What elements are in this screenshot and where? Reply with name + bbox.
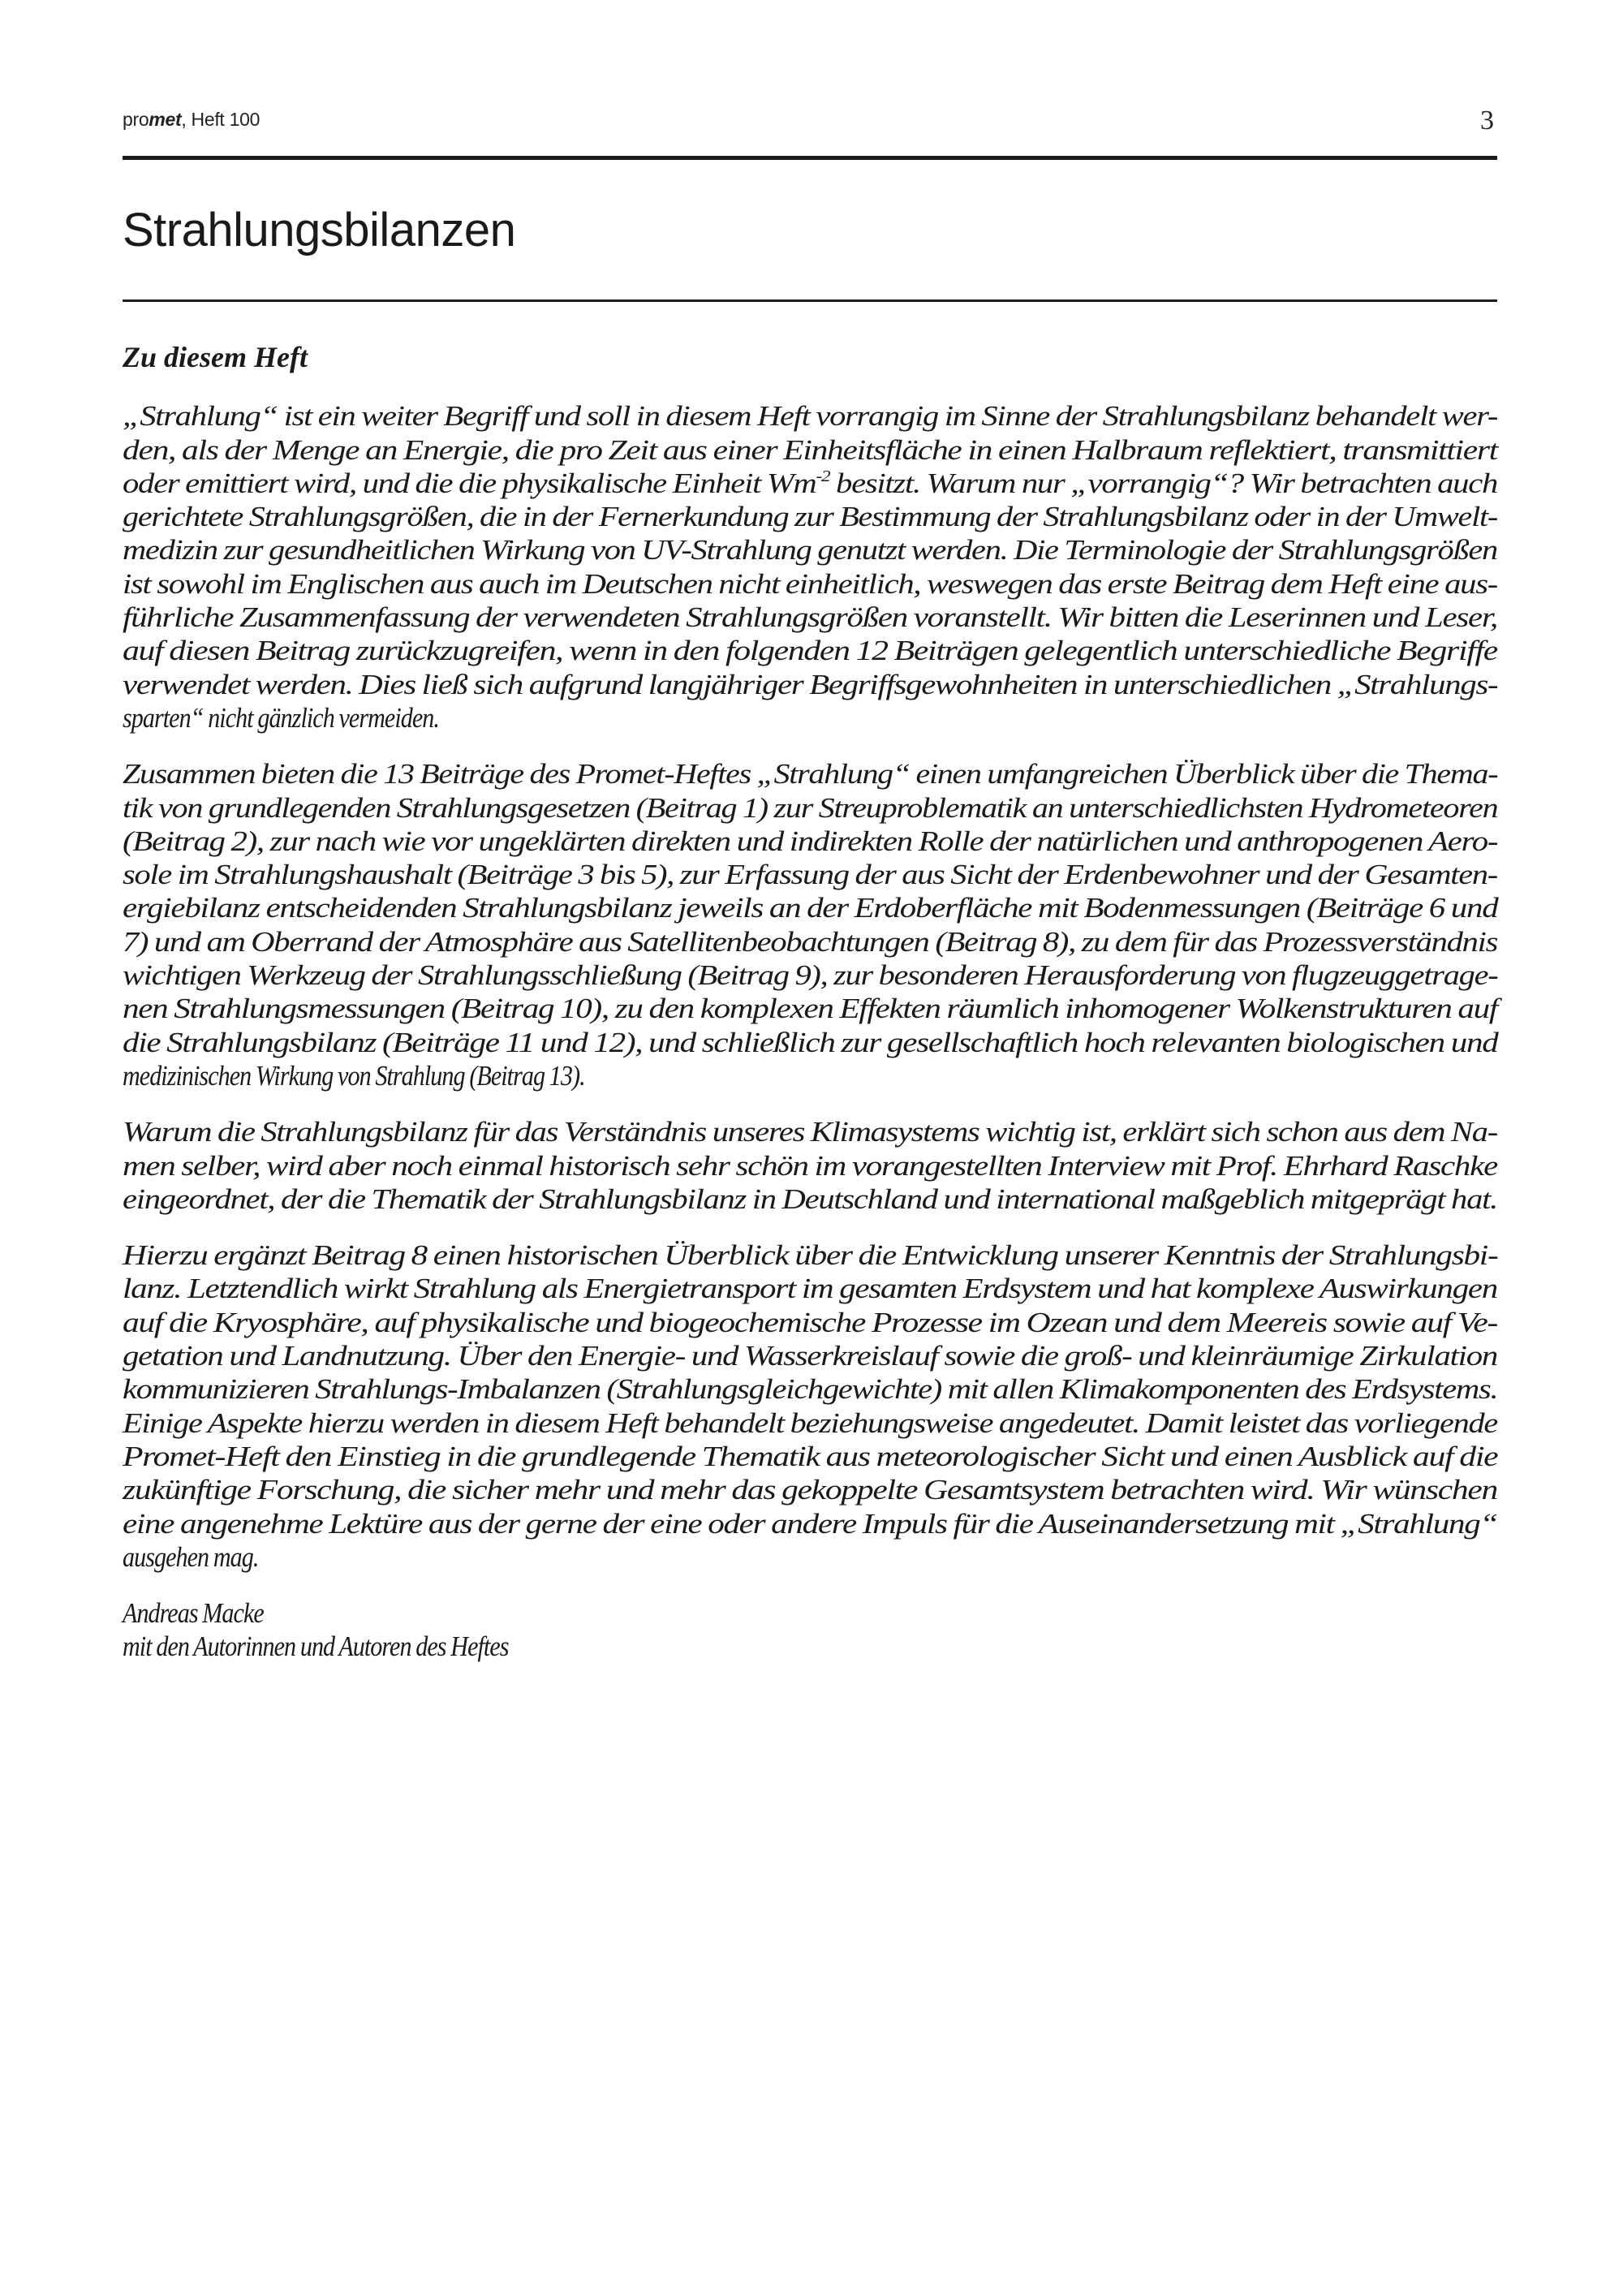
text-line: auf diesen Beitrag zurückzugreifen, wenn in den folgenden 12 Beiträgen gelegentlich unterschiedliche Begriffe xyxy=(123,635,1498,667)
text-line: sole im Strahlungshaushalt (Beiträge 3 bis 5), zur Erfassung der aus Sicht der Erdenbewohner und der Gesamten- xyxy=(123,859,1497,891)
text-line: nen Strahlungsmessungen (Beitrag 10), zu den komplexen Effekten räumlich inhomogener Wolkenstrukturen auf xyxy=(123,993,1497,1025)
text-line: Einige Aspekte hierzu werden in diesem Heft behandelt beziehungsweise angedeutet. Damit leistet das vorliegende xyxy=(123,1406,1497,1439)
text-line: eine angenehme Lektüre aus der gerne der eine oder andere Impuls für die Auseinandersetzung mit „Strahlung“ xyxy=(123,1507,1497,1540)
author-name: Andreas Macke xyxy=(123,1597,264,1630)
text-line: sparten“ nicht gänzlich vermeiden. xyxy=(123,701,439,734)
text-line: ausgehen mag. xyxy=(123,1540,259,1573)
journal-name-brand: met xyxy=(149,109,182,130)
journal-issue-number: , Heft 100 xyxy=(181,109,260,130)
text-line: medizin zur gesundheitlichen Wirkung von UV-Strahlung genutzt werden. Die Terminologie der Strahlungsgrößen xyxy=(123,534,1497,566)
text-line-unit xyxy=(123,467,1497,500)
text-line: ist sowohl im Englischen aus auch im Deutschen nicht einheitlich, weswegen das erste Beitrag dem Heft eine aus- xyxy=(123,567,1498,600)
running-header xyxy=(123,106,1497,138)
paragraph-4 xyxy=(123,1238,1497,1574)
text-line: men selber, wird aber noch einmal historisch sehr schön im vorangestellten Interview mit Prof. Ehrhard Raschke xyxy=(123,1149,1497,1182)
text-line: (Beitrag 2), zur nach wie vor ungeklärten direkten und indirekten Rolle der natürlichen und anthropogenen Aero- xyxy=(123,825,1498,857)
unit-line-text: besitzt. Warum nur „vorrangig“? Wir betrachten auch xyxy=(829,467,1498,499)
journal-issue-label xyxy=(123,109,260,131)
text-line: den, als der Menge an Energie, die pro Zeit aus einer Einheitsfläche in einen Halbraum reflektiert, transmittiert xyxy=(123,433,1497,466)
signature-block xyxy=(123,1596,1497,1664)
text-line: lanz. Letztendlich wirkt Strahlung als Energietransport im gesamten Erdsystem und hat komplexe Auswirkungen xyxy=(123,1273,1497,1305)
paragraph-2 xyxy=(123,757,1497,1092)
text-line: die Strahlungsbilanz (Beiträge 11 und 12), und schließlich zur gesellschaftlich hoch relevanten biologischen und xyxy=(123,1026,1498,1058)
text-line: kommunizieren Strahlungs-Imbalanzen (Strahlungsgleichgewichte) mit allen Klimakomponenten des Erdsystems. xyxy=(123,1373,1498,1406)
text-line: tik von grundlegenden Strahlungsgesetzen (Beitrag 1) zur Streuproblematik an unterschiedlichsten Hydrometeoren xyxy=(123,791,1498,824)
text-line: 7) und am Oberrand der Atmosphäre aus Satellitenbeobachtungen (Beitrag 8), zu dem für das Prozessverständnis xyxy=(123,925,1498,958)
text-line: gerichtete Strahlungsgrößen, die in der Fernerkundung zur Bestimmung der Strahlungsbilanz oder in der Umwelt- xyxy=(123,501,1497,533)
text-line: medizinischen Wirkung von Strahlung (Beitrag 13). xyxy=(123,1059,585,1092)
text-line: wichtigen Werkzeug der Strahlungsschließung (Beitrag 9), zur besonderen Herausforderung von flugzeuggetrage- xyxy=(123,959,1498,992)
text-line: eingeordnet, der die Thematik der Strahlungsbilanz in Deutschland und international maßgeblich mitgeprägt hat. xyxy=(123,1182,1498,1215)
title-rule xyxy=(123,299,1497,302)
text-line: Zusammen bieten die 13 Beiträge des Promet-Heftes „Strahlung“ einen umfangreichen Überblick über die Thema- xyxy=(123,758,1498,790)
text-line: zukünftige Forschung, die sicher mehr und mehr das gekoppelte Gesamtsystem betrachten wird. Wir wünschen xyxy=(123,1474,1498,1506)
page-number: 3 xyxy=(1480,106,1494,136)
journal-name-prefix: pro xyxy=(123,109,149,130)
article-body xyxy=(123,341,1497,1664)
text-line: verwendet werden. Dies ließ sich aufgrund langjähriger Begriffsgewohnheiten in unterschiedlichen „Strahlungs- xyxy=(123,668,1498,700)
text-line: Promet-Heft den Einstieg in die grundlegende Thematik aus meteorologischer Sicht und einen Ausblick auf die xyxy=(123,1440,1498,1472)
text-line: führliche Zusammenfassung der verwendeten Strahlungsgrößen voranstellt. Wir bitten die Leserinnen und Leser, xyxy=(123,601,1497,634)
text-line: Warum die Strahlungsbilanz für das Verständnis unseres Klimasystems wichtig ist, erklärt sich schon aus dem Na- xyxy=(123,1116,1497,1148)
header-rule xyxy=(123,156,1497,160)
text-line: ergiebilanz entscheidenden Strahlungsbilanz jeweils an der Erdoberfläche mit Bodenmessungen (Beiträge 6 und xyxy=(123,892,1498,924)
text-line: auf die Kryosphäre, auf physikalische und biogeochemische Prozesse im Ozean und dem Meereis sowie auf Ve- xyxy=(123,1306,1497,1338)
unit-line-text: oder emittiert wird, und die die physikalische Einheit Wm xyxy=(123,467,816,499)
paragraph-1 xyxy=(123,399,1497,734)
text-line: getation und Landnutzung. Über den Energie- und Wasserkreislauf sowie die groß- und kleinräumige Zirkulation xyxy=(123,1340,1497,1372)
unit-exponent: -2 xyxy=(816,467,830,485)
coauthors-line: mit den Autorinnen und Autoren des Heftes xyxy=(123,1630,509,1663)
page-title: Strahlungsbilanzen xyxy=(123,204,516,256)
text-line: „Strahlung“ ist ein weiter Begriff und soll in diesem Heft vorrangig im Sinne der Strahlungsbilanz behandelt wer- xyxy=(123,400,1498,433)
section-subheading: Zu diesem Heft xyxy=(123,341,308,373)
paragraph-3 xyxy=(123,1115,1497,1216)
text-line: Hierzu ergänzt Beitrag 8 einen historischen Überblick über die Entwicklung unserer Kenntnis der Strahlungsbi- xyxy=(123,1239,1498,1272)
